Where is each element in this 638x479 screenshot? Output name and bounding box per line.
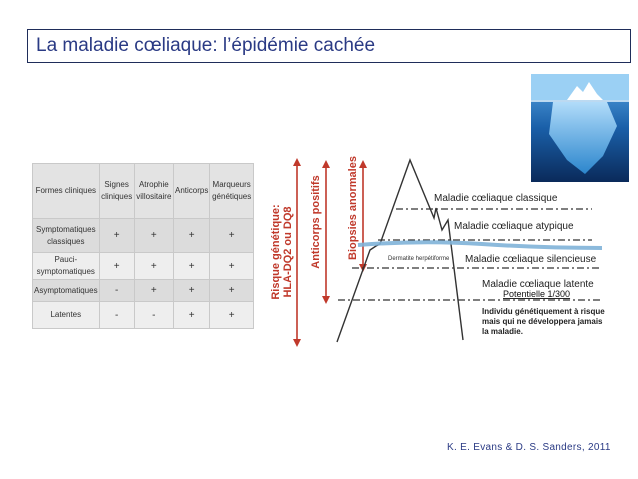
silent-label: Maladie cœliaque silencieuse	[465, 254, 597, 265]
table-cell: +	[210, 253, 254, 280]
table-cell: -	[99, 280, 134, 302]
table-cell: +	[134, 280, 173, 302]
table-cell: +	[134, 253, 173, 280]
row-label: Latentes	[33, 302, 100, 329]
table-cell: +	[173, 253, 209, 280]
table-cell: +	[134, 219, 173, 253]
table-cell: -	[134, 302, 173, 329]
table-cell: +	[210, 302, 254, 329]
waterline	[358, 242, 602, 248]
table-cell: +	[173, 302, 209, 329]
row-label: Pauci-symptomatiques	[33, 253, 100, 280]
genetic-risk-sublabel: HLA-DQ2 ou DQ8	[282, 206, 294, 298]
table-cell: +	[173, 219, 209, 253]
risk-label-line1: Individu génétiquement à risque	[482, 307, 605, 316]
iceberg-diagram	[262, 150, 638, 360]
table-row	[33, 280, 254, 302]
genetic-risk-label: Risque génétique:	[270, 204, 282, 300]
table-cell: +	[173, 280, 209, 302]
risk-label-line2: mais qui ne développera jamais	[482, 317, 603, 326]
table-cell: +	[210, 280, 254, 302]
row-label: Asymptomatiques	[33, 280, 100, 302]
table-cell: -	[99, 302, 134, 329]
antibodies-label: Anticorps positifs	[310, 175, 322, 269]
table-cell: +	[210, 219, 254, 253]
dermatitis-label: Dermatite herpétiforme	[388, 256, 450, 262]
table-header: Marqueurs génétiques	[210, 164, 254, 219]
slide-title: La maladie cœliaque: l’épidémie cachée	[36, 35, 376, 56]
table-cell: +	[99, 253, 134, 280]
classic-label: Maladie cœliaque classique	[434, 193, 558, 204]
potential-label: Potentielle 1/300	[503, 289, 571, 299]
row-label: Symptomatiques classiques	[33, 219, 100, 253]
table-row	[33, 302, 254, 329]
clinical-forms-table	[32, 163, 254, 329]
title-box	[27, 29, 631, 63]
table-cell: +	[99, 219, 134, 253]
biopsies-label: Biopsies anormales	[347, 156, 359, 260]
table-row	[33, 253, 254, 280]
table-header: Anticorps	[173, 164, 209, 219]
table-header: Formes cliniques	[33, 164, 100, 219]
table-header: Atrophie villositaire	[134, 164, 173, 219]
table-header: Signes cliniques	[99, 164, 134, 219]
table-row	[33, 219, 254, 253]
risk-label-line3: la maladie.	[482, 327, 523, 336]
citation: K. E. Evans & D. S. Sanders, 2011	[447, 442, 611, 453]
latent-label: Maladie cœliaque latente	[482, 279, 594, 290]
atypical-label: Maladie cœliaque atypique	[454, 221, 574, 232]
